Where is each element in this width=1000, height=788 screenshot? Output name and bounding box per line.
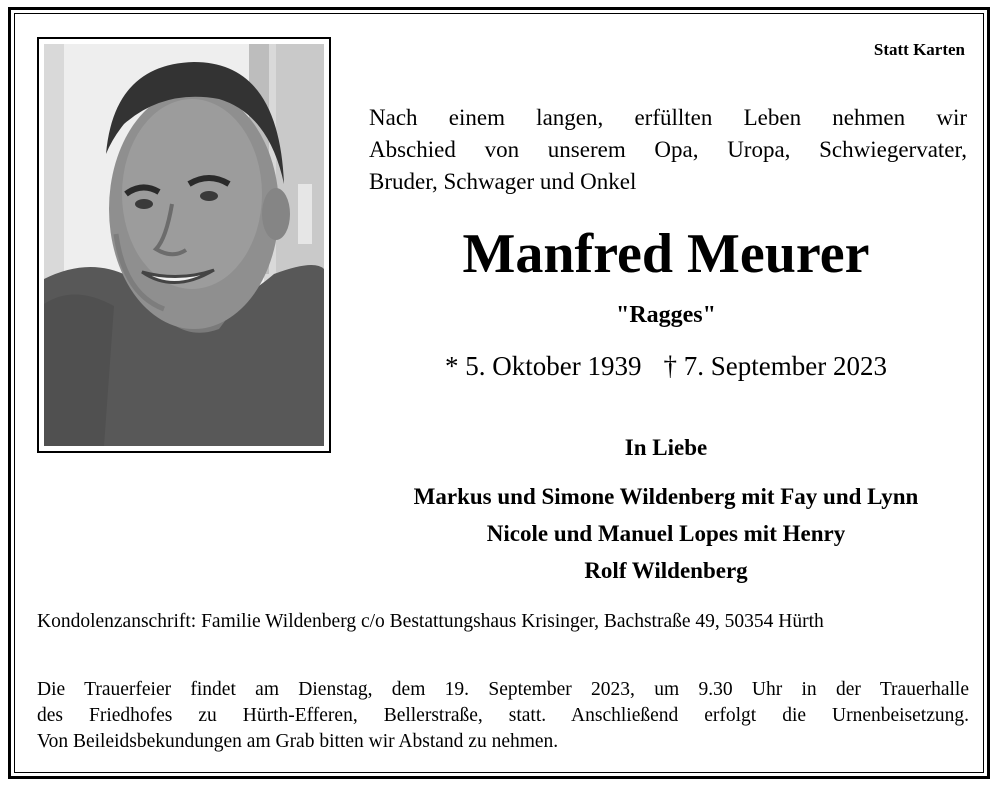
portrait-frame xyxy=(37,37,331,453)
ceremony-text xyxy=(37,677,969,755)
obituary-notice xyxy=(8,7,990,779)
intro-line: Bruder, Schwager und Onkel xyxy=(369,169,637,194)
mourner-entry: Markus und Simone Wildenberg mit Fay und Lynn xyxy=(413,484,919,509)
condolence-address: Kondolenzanschrift: Familie Wildenberg c/o Bestattungshaus Krisinger, Bachstraße 49, 50354 Hürth xyxy=(37,611,824,632)
header-statt-karten: Statt Karten xyxy=(873,40,965,59)
intro-line: Abschied von unserem Opa, Uropa, Schwiegervater, xyxy=(369,137,967,162)
in-love-line: In Liebe xyxy=(624,435,708,460)
deceased-name: Manfred Meurer xyxy=(462,223,870,285)
mourner-entry: Nicole und Manuel Lopes mit Henry xyxy=(486,521,846,546)
ceremony-line: Von Beileidsbekundungen am Grab bitten wir Abstand zu nehmen. xyxy=(37,731,559,752)
ceremony-line: Die Trauerfeier findet am Dienstag, dem 19. September 2023, um 9.30 Uhr in der Trauerhalle xyxy=(37,679,969,700)
mourner-entry: Rolf Wildenberg xyxy=(584,558,748,583)
death-date: † 7. September 2023 xyxy=(663,351,887,381)
mourners-list xyxy=(341,478,991,589)
portrait-illustration xyxy=(44,44,324,446)
portrait-photo xyxy=(44,44,324,446)
nickname: "Ragges" xyxy=(616,302,716,328)
life-dates xyxy=(341,351,991,382)
intro-line: Nach einem langen, erfüllten Leben nehmen wir xyxy=(369,105,967,130)
birth-date: * 5. Oktober 1939 xyxy=(445,351,642,381)
intro-text xyxy=(369,102,967,198)
ceremony-line: des Friedhofes zu Hürth-Efferen, Bellerstraße, statt. Anschließend erfolgt die Urnenbeisetzung. xyxy=(37,705,969,726)
